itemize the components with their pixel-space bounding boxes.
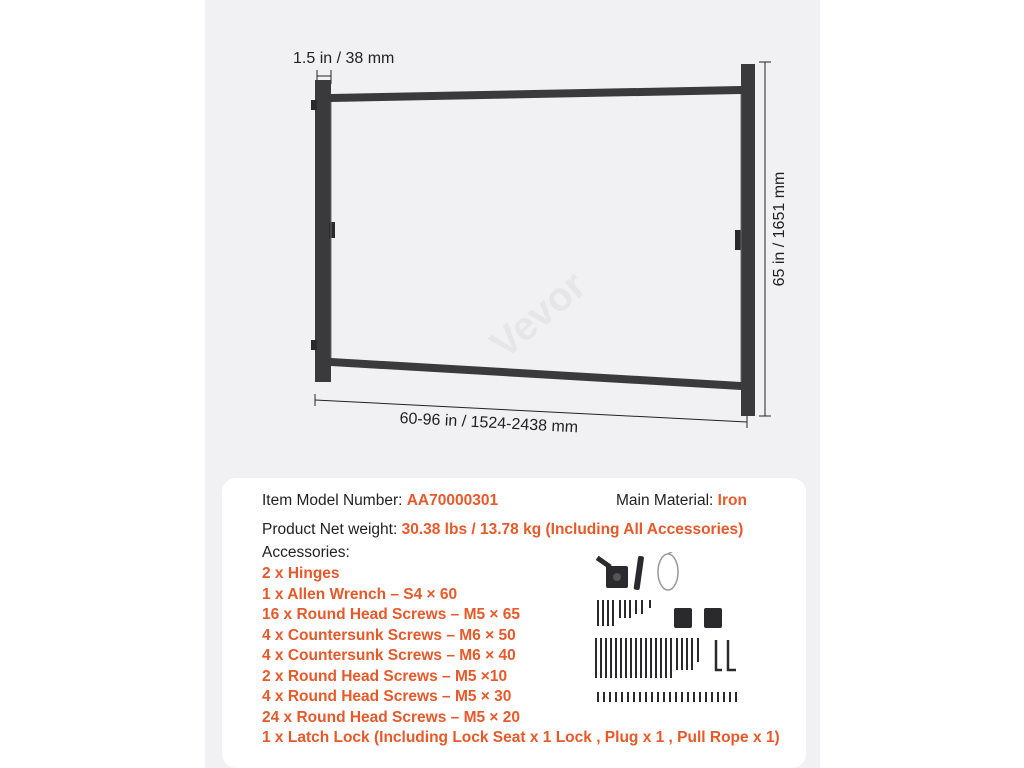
top-rail <box>331 86 741 102</box>
weight-label: Product Net weight: <box>262 521 398 538</box>
list-item: 4 x Countersunk Screws – M6 × 50 <box>262 626 516 644</box>
model-value: AA70000301 <box>406 492 499 509</box>
model-label: Item Model Number: <box>262 492 403 509</box>
list-item: 1 x Latch Lock (Including Lock Seat x 1 Lock , Plug x 1 , Pull Rope x 1) <box>262 729 780 746</box>
accessories-parts-illustration <box>590 552 760 722</box>
gate-frame-diagram <box>205 0 820 468</box>
list-item: 1 x Allen Wrench – S4 × 60 <box>262 585 458 603</box>
right-post <box>741 64 755 416</box>
list-item: 2 x Round Head Screws – M5 ×10 <box>262 667 508 685</box>
width-dimension-label: 60-96 in / 1524-2438 mm <box>399 410 579 437</box>
left-post <box>315 80 331 382</box>
latch-bracket-left <box>329 222 335 238</box>
latch-lock-icon <box>596 556 628 588</box>
material-label: Main Material: <box>616 492 714 509</box>
list-item: 4 x Round Head Screws – M5 × 30 <box>262 688 512 705</box>
latch-bracket-right <box>735 230 741 250</box>
weight-value: 30.38 lbs / 13.78 kg (Including All Accessories) <box>401 521 744 538</box>
accessories-label: Accessories: <box>262 544 350 561</box>
pull-rope-icon <box>658 552 678 590</box>
list-item: 24 x Round Head Screws – M5 × 20 <box>262 708 521 726</box>
weight-row <box>262 521 743 539</box>
spec-card <box>222 478 806 768</box>
bottom-rail <box>331 358 741 390</box>
hinge-upper <box>311 100 317 110</box>
hinge-plates-icon <box>674 608 722 628</box>
top-dimension-label: 1.5 in / 38 mm <box>293 50 395 67</box>
list-item: 16 x Round Head Screws – M5 × 65 <box>262 606 521 623</box>
list-item: 2 x Hinges <box>262 565 340 582</box>
plug-icon <box>634 556 645 591</box>
material-row <box>616 492 747 510</box>
model-row <box>262 492 498 510</box>
allen-wrench-icon <box>716 640 736 670</box>
gate-frame-drawing <box>205 0 820 468</box>
watermark-logo: Vevor <box>482 263 595 367</box>
hinge-lower <box>311 340 317 350</box>
material-value: Iron <box>717 492 747 509</box>
list-item: 4 x Countersunk Screws – M6 × 40 <box>262 647 516 664</box>
height-dimension-label: 65 in / 1651 mm <box>771 171 788 287</box>
